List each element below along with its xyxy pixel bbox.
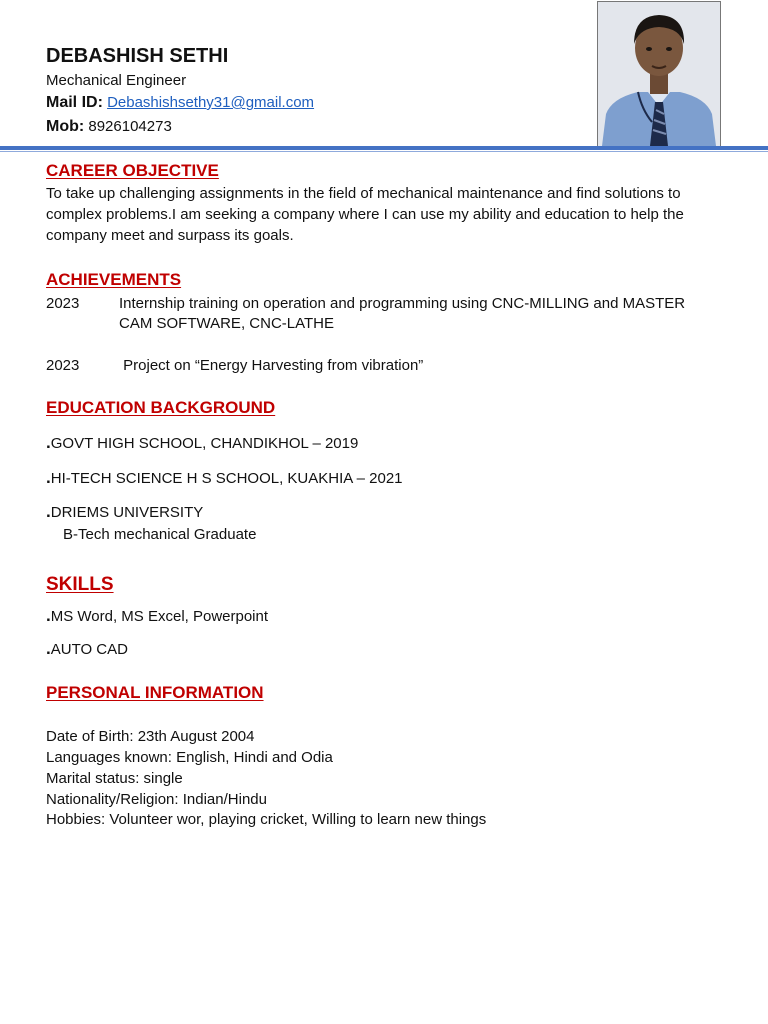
achievement-year: 2023	[46, 295, 80, 312]
education-item-text: GOVT HIGH SCHOOL, CHANDIKHOL – 2019	[50, 435, 359, 452]
candidate-role: Mechanical Engineer	[46, 72, 187, 89]
mobile-number: 8926104273	[88, 118, 172, 135]
personal-info-line: Marital status: single	[46, 770, 183, 787]
mail-link[interactable]: Debashishsethy31@gmail.com	[107, 94, 315, 111]
education-heading: EDUCATION BACKGROUND	[46, 398, 276, 417]
personal-info-line: Date of Birth: 23th August 2004	[46, 728, 255, 745]
achievement-text: Internship training on operation and programming using CNC-MILLING and MASTER CAM SOFTWARE, CNC-LATHE	[119, 295, 686, 332]
mobile-label: Mob:	[46, 118, 85, 135]
bullet-icon: .	[46, 433, 51, 452]
education-item	[46, 468, 403, 488]
career-objective-text: To take up challenging assignments in the field of mechanical maintenance and find solutions to complex problems.I am seeking a company where I can use my ability and education to help the company meet and surpass its goals.	[46, 185, 684, 244]
education-item-text: HI-TECH SCIENCE H S SCHOOL, KUAKHIA – 2021	[50, 470, 403, 487]
profile-photo-image	[598, 2, 720, 146]
profile-photo	[597, 1, 721, 147]
bullet-icon: .	[46, 502, 51, 521]
skill-item	[46, 606, 268, 626]
skill-item-text: MS Word, MS Excel, Powerpoint	[50, 608, 269, 625]
career-objective-heading: CAREER OBJECTIVE	[46, 161, 219, 180]
education-item	[46, 433, 358, 453]
personal-info-line: Hobbies: Volunteer wor, playing cricket, Willing to learn new things	[46, 811, 487, 828]
skills-heading: SKILLS	[46, 574, 114, 595]
mail-label: Mail ID:	[46, 94, 103, 111]
skill-item-text: AUTO CAD	[50, 641, 128, 658]
mobile-row	[46, 118, 172, 136]
bullet-icon: .	[46, 468, 51, 487]
education-degree: B-Tech mechanical Graduate	[63, 526, 257, 543]
header-divider-thin	[0, 151, 768, 152]
mail-row	[46, 94, 314, 112]
bullet-icon: .	[46, 606, 51, 625]
skill-item	[46, 639, 128, 659]
bullet-icon: .	[46, 639, 51, 658]
personal-info-line: Nationality/Religion: Indian/Hindu	[46, 791, 267, 808]
header-divider	[0, 146, 768, 150]
achievement-year: 2023	[46, 357, 80, 374]
achievement-text: Project on “Energy Harvesting from vibration”	[119, 357, 424, 374]
education-item	[46, 502, 203, 522]
personal-info-heading: PERSONAL INFORMATION	[46, 683, 264, 702]
personal-info-line: Languages known: English, Hindi and Odia	[46, 749, 333, 766]
education-item-text: DRIEMS UNIVERSITY	[50, 504, 204, 521]
candidate-name: DEBASHISH SETHI	[46, 45, 229, 67]
achievements-heading: ACHIEVEMENTS	[46, 270, 182, 289]
